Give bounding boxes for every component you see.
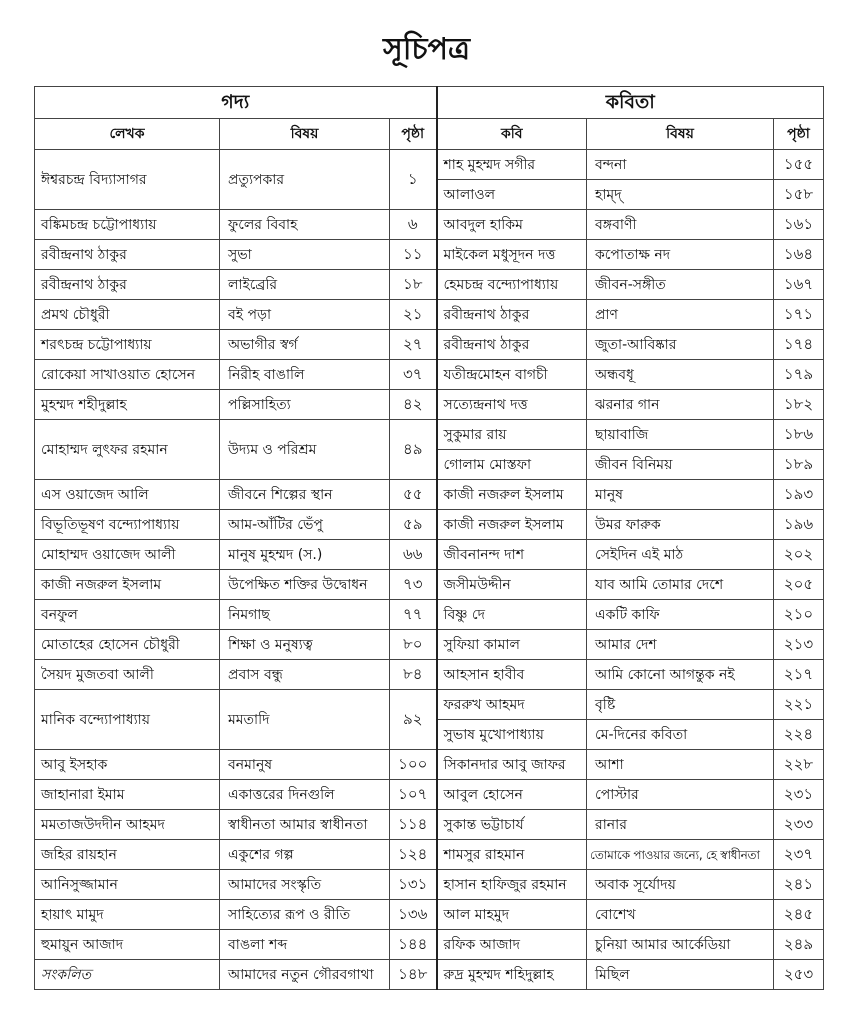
poetry-topic-cell: অবাক সূর্যোদয় — [587, 870, 774, 900]
poetry-author-cell: বিষ্ণু দে — [437, 600, 587, 630]
table-row — [35, 330, 824, 360]
table-row — [35, 630, 824, 660]
prose-topic-cell: সাহিত্যের রূপ ও রীতি — [220, 900, 390, 930]
prose-section-heading: গদ্য — [35, 87, 437, 119]
poetry-topic-cell: প্রাণ — [587, 300, 774, 330]
poetry-author-cell: জসীমউদ্দীন — [437, 570, 587, 600]
prose-author-cell: শরৎচন্দ্র চট্টোপাধ্যায় — [35, 330, 220, 360]
poetry-topic-cell: রানার — [587, 810, 774, 840]
poetry-page-cell: ২৪১ — [774, 870, 824, 900]
prose-page-cell: ১০৭ — [390, 780, 437, 810]
poetry-author-cell: রুদ্র মুহম্মদ শহিদুল্লাহ — [437, 960, 587, 990]
prose-page-cell: ৭৭ — [390, 600, 437, 630]
table-row — [35, 510, 824, 540]
poetry-author-cell: রবীন্দ্রনাথ ঠাকুর — [437, 300, 587, 330]
prose-author-cell: মানিক বন্দ্যোপাধ্যায় — [35, 690, 220, 750]
prose-author-cell: আনিসুজ্জামান — [35, 870, 220, 900]
poetry-page-cell: ২৪৫ — [774, 900, 824, 930]
poetry-page-cell: ১৫৮ — [774, 180, 824, 210]
poetry-author-cell: হাসান হাফিজুর রহমান — [437, 870, 587, 900]
prose-author-cell: মোহাম্মদ ওয়াজেদ আলী — [35, 540, 220, 570]
poetry-page-cell: ২১০ — [774, 600, 824, 630]
section-header-row — [35, 87, 824, 119]
poetry-page-cell: ২৩১ — [774, 780, 824, 810]
poetry-page-cell: ২৫৩ — [774, 960, 824, 990]
table-row — [35, 870, 824, 900]
prose-author-cell: বিভূতিভূষণ বন্দ্যোপাধ্যায় — [35, 510, 220, 540]
table-row — [35, 420, 824, 450]
table-row — [35, 540, 824, 570]
poetry-page-cell: ২১৭ — [774, 660, 824, 690]
poetry-page-cell: ২৩৩ — [774, 810, 824, 840]
poetry-page-cell: ১৮৬ — [774, 420, 824, 450]
prose-author-cell: মমতাজউদদীন আহমদ — [35, 810, 220, 840]
prose-page-header: পৃষ্ঠা — [390, 119, 437, 150]
poetry-author-cell: আলাওল — [437, 180, 587, 210]
prose-topic-cell: একুশের গল্প — [220, 840, 390, 870]
poetry-author-cell: আল মাহমুদ — [437, 900, 587, 930]
poetry-topic-cell: জীবন-সঙ্গীত — [587, 270, 774, 300]
prose-topic-cell: ফুলের বিবাহ — [220, 210, 390, 240]
poetry-author-cell: সুকান্ত ভট্টাচার্য — [437, 810, 587, 840]
prose-page-cell: ১১৪ — [390, 810, 437, 840]
poetry-author-cell: সুকুমার রায় — [437, 420, 587, 450]
table-row — [35, 840, 824, 870]
prose-topic-cell: সুভা — [220, 240, 390, 270]
poetry-page-cell: ১৯৬ — [774, 510, 824, 540]
prose-page-cell: ৬৬ — [390, 540, 437, 570]
table-row — [35, 930, 824, 960]
prose-page-cell: ৪২ — [390, 390, 437, 420]
prose-page-cell: ১২৪ — [390, 840, 437, 870]
prose-topic-cell: আমাদের সংস্কৃতি — [220, 870, 390, 900]
poetry-topic-cell: মে-দিনের কবিতা — [587, 720, 774, 750]
prose-topic-cell: মমতাদি — [220, 690, 390, 750]
table-row — [35, 210, 824, 240]
prose-page-cell: ১১ — [390, 240, 437, 270]
prose-page-cell: ১৪৪ — [390, 930, 437, 960]
prose-author-header: লেখক — [35, 119, 220, 150]
prose-author-cell: বঙ্কিমচন্দ্র চট্টোপাধ্যায় — [35, 210, 220, 240]
poetry-page-cell: ১৭১ — [774, 300, 824, 330]
poetry-topic-cell: আমার দেশ — [587, 630, 774, 660]
table-row — [35, 270, 824, 300]
prose-page-cell: ১ — [390, 150, 437, 210]
prose-author-cell: বনফুল — [35, 600, 220, 630]
prose-page-cell: ৪৯ — [390, 420, 437, 480]
prose-author-cell: মোহাম্মদ লুৎফর রহমান — [35, 420, 220, 480]
prose-topic-cell: প্রত্যুপকার — [220, 150, 390, 210]
prose-page-cell: ২৭ — [390, 330, 437, 360]
poetry-author-cell: রফিক আজাদ — [437, 930, 587, 960]
prose-topic-cell: বনমানুষ — [220, 750, 390, 780]
poetry-page-cell: ২০২ — [774, 540, 824, 570]
poetry-topic-cell: সেইদিন এই মাঠ — [587, 540, 774, 570]
prose-topic-cell: নিরীহ বাঙালি — [220, 360, 390, 390]
poetry-author-cell: সত্যেন্দ্রনাথ দত্ত — [437, 390, 587, 420]
page-title: সূচিপত্র — [383, 32, 470, 67]
prose-topic-cell: অভাগীর স্বর্গ — [220, 330, 390, 360]
poetry-author-cell: হেমচন্দ্র বন্দ্যোপাধ্যায় — [437, 270, 587, 300]
poetry-topic-cell: অন্ধবধূ — [587, 360, 774, 390]
prose-topic-cell: আম-আঁটির ভেঁপু — [220, 510, 390, 540]
poetry-page-cell: ২৩৭ — [774, 840, 824, 870]
poetry-page-cell: ১৮৯ — [774, 450, 824, 480]
poetry-author-cell: কাজী নজরুল ইসলাম — [437, 510, 587, 540]
prose-page-cell: ১০০ — [390, 750, 437, 780]
prose-page-cell: ৮৪ — [390, 660, 437, 690]
poetry-topic-cell: চুনিয়া আমার আর্কেডিয়া — [587, 930, 774, 960]
table-row — [35, 240, 824, 270]
poetry-author-cell: জীবনানন্দ দাশ — [437, 540, 587, 570]
poetry-topic-cell: বোশেখ — [587, 900, 774, 930]
poetry-author-cell: আবদুল হাকিম — [437, 210, 587, 240]
prose-author-cell: সংকলিত — [35, 960, 220, 990]
prose-topic-cell: বাঙলা শব্দ — [220, 930, 390, 960]
table-row — [35, 750, 824, 780]
poetry-page-cell: ১৬৪ — [774, 240, 824, 270]
prose-page-cell: ৫৯ — [390, 510, 437, 540]
poetry-page-cell: ২০৫ — [774, 570, 824, 600]
poetry-author-cell: শামসুর রাহমান — [437, 840, 587, 870]
prose-topic-cell: উপেক্ষিত শক্তির উদ্বোধন — [220, 570, 390, 600]
poetry-page-cell: ২২১ — [774, 690, 824, 720]
table-row — [35, 480, 824, 510]
poetry-topic-cell: তোমাকে পাওয়ার জন্যে, হে স্বাধীনতা — [587, 840, 774, 870]
poetry-page-cell: ১৭৯ — [774, 360, 824, 390]
prose-author-cell: আবু ইসহাক — [35, 750, 220, 780]
poetry-topic-cell: জুতা-আবিষ্কার — [587, 330, 774, 360]
prose-page-cell: ৩৭ — [390, 360, 437, 390]
poetry-topic-cell: হাম্‌দ্ — [587, 180, 774, 210]
prose-topic-cell: জীবনে শিল্পের স্থান — [220, 480, 390, 510]
prose-author-cell: ঈশ্বরচন্দ্র বিদ্যাসাগর — [35, 150, 220, 210]
poetry-page-cell: ১৭৪ — [774, 330, 824, 360]
table-row — [35, 390, 824, 420]
poetry-topic-cell: আমি কোনো আগন্তুক নই — [587, 660, 774, 690]
prose-page-cell: ১৩৬ — [390, 900, 437, 930]
poetry-topic-cell: মিছিল — [587, 960, 774, 990]
prose-author-cell: জহির রায়হান — [35, 840, 220, 870]
poetry-page-cell: ১৯৩ — [774, 480, 824, 510]
prose-topic-cell: বই পড়া — [220, 300, 390, 330]
prose-author-cell: মুহম্মদ শহীদুল্লাহ — [35, 390, 220, 420]
poetry-page-cell: ২৪৯ — [774, 930, 824, 960]
poetry-topic-cell: পোস্টার — [587, 780, 774, 810]
prose-author-cell: মোতাহের হোসেন চৌধুরী — [35, 630, 220, 660]
prose-topic-cell: আমাদের নতুন গৌরবগাথা — [220, 960, 390, 990]
prose-page-cell: ৭৩ — [390, 570, 437, 600]
poetry-author-cell: যতীন্দ্রমোহন বাগচী — [437, 360, 587, 390]
prose-author-cell: রোকেয়া সাখাওয়াত হোসেন — [35, 360, 220, 390]
contents-body — [35, 150, 824, 990]
prose-topic-cell: পল্লিসাহিত্য — [220, 390, 390, 420]
poetry-author-cell: কাজী নজরুল ইসলাম — [437, 480, 587, 510]
poetry-author-cell: মাইকেল মধুসূদন দত্ত — [437, 240, 587, 270]
poetry-topic-cell: বন্দনা — [587, 150, 774, 180]
poetry-author-cell: সুভাষ মুখোপাধ্যায় — [437, 720, 587, 750]
prose-author-cell: রবীন্দ্রনাথ ঠাকুর — [35, 240, 220, 270]
table-row — [35, 810, 824, 840]
prose-topic-cell: স্বাধীনতা আমার স্বাধীনতা — [220, 810, 390, 840]
prose-topic-cell: উদ্যম ও পরিশ্রম — [220, 420, 390, 480]
prose-page-cell: ২১ — [390, 300, 437, 330]
poetry-topic-cell: বৃষ্টি — [587, 690, 774, 720]
poetry-topic-cell: আশা — [587, 750, 774, 780]
prose-author-cell: হায়াৎ মামুদ — [35, 900, 220, 930]
column-header-row — [35, 119, 824, 150]
table-row — [35, 300, 824, 330]
poetry-author-cell: রবীন্দ্রনাথ ঠাকুর — [437, 330, 587, 360]
prose-author-cell: প্রমথ চৌধুরী — [35, 300, 220, 330]
prose-page-cell: ৮০ — [390, 630, 437, 660]
table-row — [35, 780, 824, 810]
prose-topic-cell: শিক্ষা ও মনুষ্যত্ব — [220, 630, 390, 660]
poetry-topic-cell: বঙ্গবাণী — [587, 210, 774, 240]
poetry-topic-header: বিষয় — [587, 119, 774, 150]
table-row — [35, 690, 824, 720]
poetry-author-cell: আবুল হোসেন — [437, 780, 587, 810]
poetry-author-header: কবি — [437, 119, 587, 150]
poetry-author-cell: গোলাম মোস্তফা — [437, 450, 587, 480]
prose-page-cell: ৯২ — [390, 690, 437, 750]
poetry-topic-cell: ঝরনার গান — [587, 390, 774, 420]
prose-topic-header: বিষয় — [220, 119, 390, 150]
poetry-page-cell: ১৮২ — [774, 390, 824, 420]
poetry-author-cell: শাহ মুহম্মদ সগীর — [437, 150, 587, 180]
poetry-topic-cell: একটি কাফি — [587, 600, 774, 630]
table-row — [35, 570, 824, 600]
prose-author-cell: সৈয়দ মুজতবা আলী — [35, 660, 220, 690]
prose-author-cell: হুমায়ুন আজাদ — [35, 930, 220, 960]
poetry-page-cell: ২১৩ — [774, 630, 824, 660]
poetry-page-cell: ১৫৫ — [774, 150, 824, 180]
prose-author-cell: রবীন্দ্রনাথ ঠাকুর — [35, 270, 220, 300]
prose-page-cell: ৫৫ — [390, 480, 437, 510]
poetry-page-cell: ২২৮ — [774, 750, 824, 780]
poetry-page-cell: ১৬১ — [774, 210, 824, 240]
prose-topic-cell: মানুষ মুহম্মদ (স.) — [220, 540, 390, 570]
contents-table — [34, 86, 824, 990]
table-row — [35, 960, 824, 990]
table-row — [35, 660, 824, 690]
poetry-topic-cell: ছায়াবাজি — [587, 420, 774, 450]
poetry-author-cell: ফররুখ আহমদ — [437, 690, 587, 720]
table-row — [35, 360, 824, 390]
prose-topic-cell: নিমগাছ — [220, 600, 390, 630]
poetry-topic-cell: যাব আমি তোমার দেশে — [587, 570, 774, 600]
prose-page-cell: ১৩১ — [390, 870, 437, 900]
prose-page-cell: ১৮ — [390, 270, 437, 300]
table-row — [35, 900, 824, 930]
poetry-page-cell: ২২৪ — [774, 720, 824, 750]
table-row — [35, 600, 824, 630]
prose-author-cell: কাজী নজরুল ইসলাম — [35, 570, 220, 600]
prose-topic-cell: একাত্তরের দিনগুলি — [220, 780, 390, 810]
poetry-author-cell: সুফিয়া কামাল — [437, 630, 587, 660]
prose-topic-cell: প্রবাস বন্ধু — [220, 660, 390, 690]
prose-author-cell: জাহানারা ইমাম — [35, 780, 220, 810]
poetry-section-heading: কবিতা — [437, 87, 824, 119]
table-row — [35, 150, 824, 180]
prose-topic-cell: লাইব্রেরি — [220, 270, 390, 300]
poetry-topic-cell: মানুষ — [587, 480, 774, 510]
prose-page-cell: ১৪৮ — [390, 960, 437, 990]
poetry-author-cell: সিকানদার আবু জাফর — [437, 750, 587, 780]
poetry-page-header: পৃষ্ঠা — [774, 119, 824, 150]
prose-page-cell: ৬ — [390, 210, 437, 240]
poetry-page-cell: ১৬৭ — [774, 270, 824, 300]
prose-author-cell: এস ওয়াজেদ আলি — [35, 480, 220, 510]
poetry-topic-cell: উমর ফারুক — [587, 510, 774, 540]
poetry-topic-cell: জীবন বিনিময় — [587, 450, 774, 480]
poetry-author-cell: আহসান হাবীব — [437, 660, 587, 690]
poetry-topic-cell: কপোতাক্ষ নদ — [587, 240, 774, 270]
